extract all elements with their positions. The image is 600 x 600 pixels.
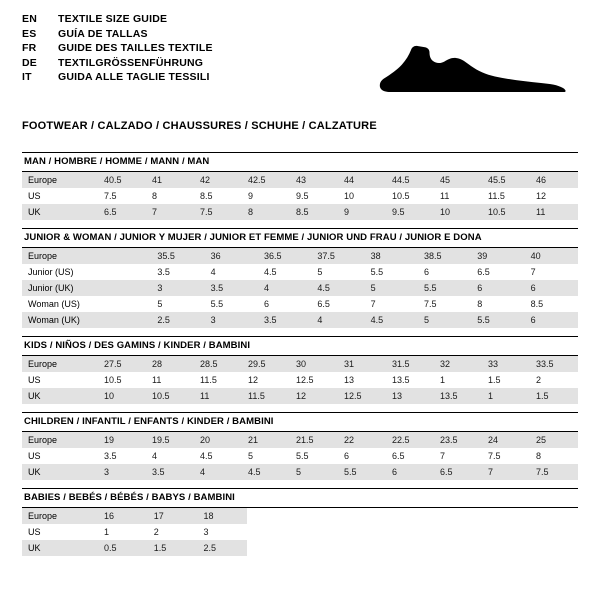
size-cell: 4.5 (365, 312, 418, 328)
size-cell: 22.5 (386, 432, 434, 448)
table-row (22, 204, 578, 220)
size-cell: 8.5 (200, 191, 213, 201)
size-table (22, 432, 578, 480)
size-cell: 3.5 (258, 312, 311, 328)
size-cell: 35.5 (151, 248, 204, 264)
row-header: US (28, 527, 41, 537)
row-header: UK (22, 540, 98, 556)
size-cell: 28.5 (194, 356, 242, 372)
language-row (22, 72, 213, 87)
size-cell: 12.5 (296, 375, 314, 385)
size-cell: 1 (440, 375, 446, 385)
size-cell: 5 (365, 280, 418, 296)
size-cell: 32 (434, 356, 482, 372)
size-cell: 4.5 (263, 267, 277, 277)
size-cell: 11 (194, 388, 242, 404)
language-title: TEXTILGRÖSSENFÜHRUNG (58, 56, 204, 69)
size-cell: 3.5 (157, 267, 170, 277)
language-title: GUÍA DE TALLAS (58, 27, 148, 40)
size-cell: 12 (248, 375, 259, 385)
language-code: FR (22, 42, 37, 54)
row-header: Junior (UK) (22, 280, 98, 296)
size-cell: 23.5 (434, 432, 482, 448)
table-row (22, 356, 578, 372)
size-cell: 7 (530, 267, 536, 277)
size-cell: 9.5 (296, 191, 309, 201)
size-cell: 3 (98, 464, 146, 480)
size-cell: 7.5 (104, 191, 117, 201)
row-header: Woman (UK) (22, 312, 98, 328)
language-row (22, 43, 213, 58)
size-cell: 1.5 (488, 375, 501, 385)
size-cell: 11.5 (200, 375, 217, 385)
size-cell: 38 (365, 248, 418, 264)
size-cell: 33 (482, 356, 530, 372)
size-cell (98, 280, 151, 296)
block-label: MAN / HOMBRE / HOMME / MANN / MAN (24, 156, 210, 167)
size-cell: 5 (317, 267, 323, 277)
size-cell: 6.5 (98, 204, 146, 220)
size-cell: 21.5 (290, 432, 338, 448)
language-title-list (22, 14, 213, 87)
size-cell: 3 (203, 527, 209, 537)
size-cell: 4.5 (200, 451, 213, 461)
size-cell: 10.5 (392, 191, 410, 201)
size-cell: 11 (440, 191, 450, 201)
row-header: US (28, 451, 41, 461)
size-cell: 39 (471, 248, 524, 264)
size-cell: 29.5 (242, 356, 290, 372)
size-cell: 3 (151, 280, 204, 296)
table-row (22, 464, 578, 480)
table-row (22, 296, 578, 312)
size-cell: 40 (525, 248, 578, 264)
size-cell: 1.5 (530, 388, 578, 404)
table-row (22, 432, 578, 448)
size-cell: 7.5 (530, 464, 578, 480)
size-cell: 37.5 (311, 248, 364, 264)
row-header: Junior (US) (28, 267, 74, 277)
language-code: EN (22, 13, 37, 25)
size-cell: 9 (338, 204, 386, 220)
size-cell: 5.5 (418, 280, 471, 296)
size-cell: 24 (482, 432, 530, 448)
size-cell: 8 (152, 191, 158, 201)
size-block-children (22, 412, 578, 480)
table-row (22, 172, 578, 188)
size-cell: 16 (98, 508, 148, 524)
size-cell: 20 (194, 432, 242, 448)
size-cell (98, 248, 151, 264)
size-cell: 13 (386, 388, 434, 404)
size-cell: 9.5 (386, 204, 434, 220)
size-cell: 10.5 (482, 204, 530, 220)
size-cell: 44 (338, 172, 386, 188)
size-cell: 25 (530, 432, 578, 448)
row-header: UK (22, 204, 98, 220)
size-cell: 18 (197, 508, 247, 524)
language-title: GUIDE DES TAILLES TEXTILE (58, 42, 213, 54)
language-row (22, 14, 213, 29)
size-cell: 42 (194, 172, 242, 188)
size-cell (98, 312, 151, 328)
size-cell: 21 (242, 432, 290, 448)
size-cell: 43 (290, 172, 338, 188)
size-cell: 2.5 (151, 312, 204, 328)
size-cell: 5.5 (210, 299, 224, 309)
size-cell: 6.5 (392, 451, 405, 461)
row-header: US (28, 375, 41, 385)
size-cell: 7.5 (488, 451, 501, 461)
size-cell: 5.5 (296, 451, 309, 461)
size-cell: 45.5 (482, 172, 530, 188)
size-cell: 8 (536, 451, 542, 461)
header (22, 14, 578, 106)
size-block-man (22, 152, 578, 220)
size-cell (98, 296, 151, 312)
size-block-kids (22, 336, 578, 404)
size-cell: 4.5 (242, 464, 290, 480)
size-cell: 4.5 (311, 280, 364, 296)
size-cell: 7 (370, 299, 376, 309)
size-cell: 5.5 (471, 312, 524, 328)
size-cell: 1 (482, 388, 530, 404)
size-cell: 40.5 (98, 172, 146, 188)
size-cell: 33.5 (530, 356, 578, 372)
size-cell (98, 264, 151, 280)
size-cell: 38.5 (418, 248, 471, 264)
size-cell: 8.5 (290, 204, 338, 220)
table-row (22, 524, 247, 540)
size-cell: 4 (210, 267, 216, 277)
page-title: FOOTWEAR / CALZADO / CHAUSSURES / SCHUHE / CALZATURE (22, 120, 377, 132)
size-table (22, 356, 578, 404)
row-header: Europe (22, 248, 98, 264)
size-cell: 9 (248, 191, 254, 201)
size-cell: 5 (290, 464, 338, 480)
size-cell: 28 (146, 356, 194, 372)
table-row (22, 188, 578, 204)
table-row (22, 248, 578, 264)
block-label: KIDS / NIÑOS / DES GAMINS / KINDER / BAMBINI (24, 340, 251, 351)
size-table (22, 508, 247, 556)
size-cell: 12 (536, 191, 547, 201)
size-cell: 45 (434, 172, 482, 188)
size-cell: 7.5 (423, 299, 437, 309)
size-cell: 12 (290, 388, 338, 404)
size-cell: 6 (525, 280, 578, 296)
size-cell: 7.5 (194, 204, 242, 220)
size-cell: 6.5 (317, 299, 330, 309)
size-cell: 36.5 (258, 248, 311, 264)
block-label: BABIES / BEBÉS / BÉBÉS / BABYS / BAMBINI (24, 492, 235, 503)
block-label: JUNIOR & WOMAN / JUNIOR Y MUJER / JUNIOR ET FEMME / JUNIOR UND FRAU / JUNIOR E DONA (24, 232, 482, 243)
size-cell: 11.5 (242, 388, 290, 404)
language-title: GUIDA ALLE TAGLIE TESSILI (58, 71, 210, 83)
size-cell: 7 (146, 204, 194, 220)
row-header: UK (22, 464, 98, 480)
size-cell: 6 (471, 280, 524, 296)
size-cell: 5 (248, 451, 254, 461)
size-cell: 11.5 (488, 191, 505, 201)
row-header: US (28, 191, 41, 201)
size-cell: 5.5 (370, 267, 384, 277)
size-table (22, 248, 578, 328)
size-cell: 10.5 (146, 388, 194, 404)
size-cell: 13.5 (392, 375, 410, 385)
language-title: TEXTILE SIZE GUIDE (58, 13, 168, 25)
table-row (22, 388, 578, 404)
size-cell: 6.5 (434, 464, 482, 480)
size-cell: 31 (338, 356, 386, 372)
size-cell: 10.5 (104, 375, 122, 385)
size-cell: 3.5 (205, 280, 258, 296)
row-header: Woman (US) (28, 299, 80, 309)
size-cell: 19.5 (146, 432, 194, 448)
size-cell: 22 (338, 432, 386, 448)
size-cell: 5 (157, 299, 163, 309)
row-header: UK (22, 388, 98, 404)
block-label: CHILDREN / INFANTIL / ENFANTS / KINDER / BAMBINI (24, 416, 274, 427)
language-code: IT (22, 71, 32, 83)
size-cell: 8 (477, 299, 483, 309)
size-cell: 10 (434, 204, 482, 220)
size-cell: 7 (440, 451, 446, 461)
row-header: Europe (22, 172, 98, 188)
size-cell: 6 (423, 267, 429, 277)
table-row (22, 540, 247, 556)
size-cell: 6 (263, 299, 269, 309)
size-cell: 17 (148, 508, 198, 524)
size-cell: 6.5 (477, 267, 490, 277)
size-cell: 7 (482, 464, 530, 480)
row-header: Europe (22, 432, 98, 448)
row-header: Europe (22, 508, 98, 524)
size-cell: 10 (344, 191, 355, 201)
size-cell: 6 (386, 464, 434, 480)
size-cell: 5 (418, 312, 471, 328)
size-cell: 3.5 (104, 451, 117, 461)
size-cell: 8.5 (530, 299, 544, 309)
size-block-junior-woman (22, 228, 578, 328)
table-row (22, 508, 247, 524)
table-row (22, 448, 578, 464)
size-cell: 27.5 (98, 356, 146, 372)
size-cell: 4 (258, 280, 311, 296)
size-cell: 13 (344, 375, 355, 385)
size-cell: 6 (344, 451, 350, 461)
size-cell: 6 (525, 312, 578, 328)
size-cell: 31.5 (386, 356, 434, 372)
size-cell: 8 (242, 204, 290, 220)
size-cell: 36 (205, 248, 258, 264)
size-cell: 4 (194, 464, 242, 480)
size-cell: 41 (146, 172, 194, 188)
language-code: ES (22, 27, 37, 40)
size-cell: 2 (536, 375, 542, 385)
language-row (22, 58, 213, 73)
size-cell: 12.5 (338, 388, 386, 404)
size-cell: 10 (98, 388, 146, 404)
table-row (22, 312, 578, 328)
size-cell: 3 (205, 312, 258, 328)
size-cell: 19 (98, 432, 146, 448)
size-cell: 2 (153, 527, 159, 537)
size-cell: 1 (104, 527, 110, 537)
size-cell: 4 (152, 451, 158, 461)
size-cell: 13.5 (434, 388, 482, 404)
size-table (22, 172, 578, 220)
size-cell: 5.5 (338, 464, 386, 480)
language-code: DE (22, 56, 37, 69)
size-cell: 3.5 (146, 464, 194, 480)
table-row (22, 372, 578, 388)
dress-shoe-icon (378, 40, 568, 102)
size-cell: 44.5 (386, 172, 434, 188)
size-cell: 30 (290, 356, 338, 372)
language-row (22, 29, 213, 44)
row-header: Europe (22, 356, 98, 372)
size-cell: 11 (530, 204, 578, 220)
size-cell: 0.5 (98, 540, 148, 556)
size-cell: 11 (152, 375, 162, 385)
table-row (22, 264, 578, 280)
size-cell: 4 (311, 312, 364, 328)
size-cell: 42.5 (242, 172, 290, 188)
size-cell: 46 (530, 172, 578, 188)
size-cell: 2.5 (197, 540, 247, 556)
size-block-babies (22, 488, 578, 556)
size-cell: 1.5 (148, 540, 198, 556)
table-row (22, 280, 578, 296)
